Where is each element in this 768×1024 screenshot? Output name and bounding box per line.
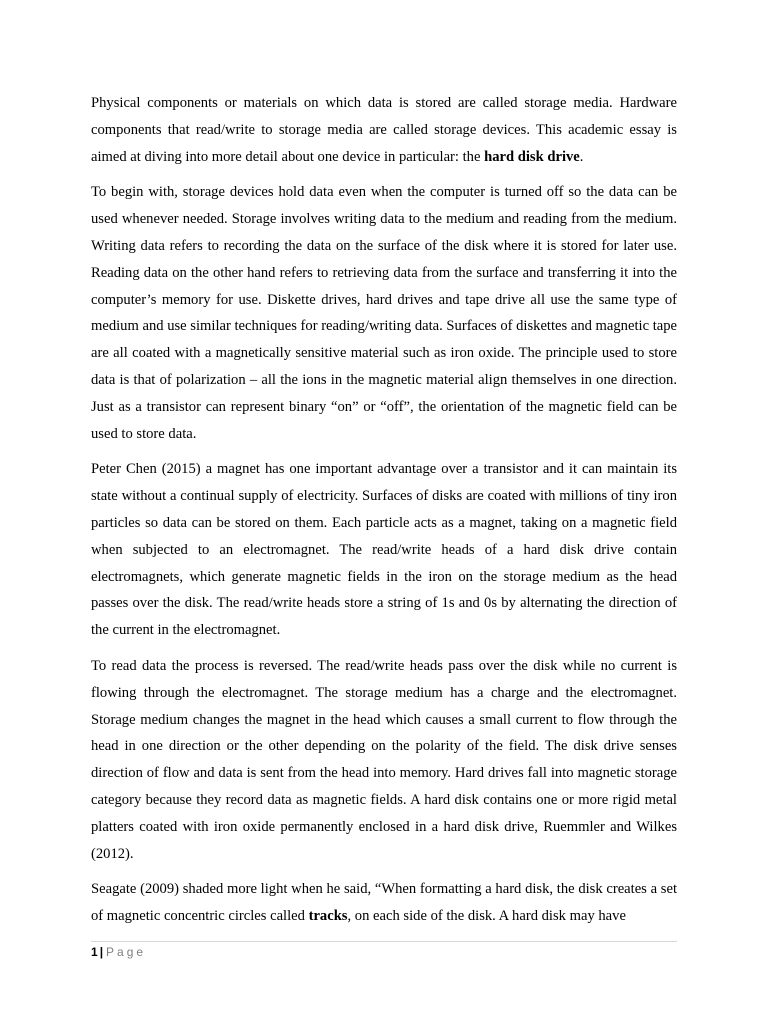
page-label: Page [106, 945, 147, 959]
document-body [91, 90, 677, 939]
term-hard-disk-drive: hard disk drive [484, 148, 580, 165]
paragraph-intro [91, 90, 677, 170]
paragraph-intro-lead: Physical components or materials on which data is stored are called storage media. Hardware components that read/write to storage media are called storage devices. This academic essay is aimed at diving into more detail about one device in particular: the [91, 95, 677, 165]
page-footer [91, 941, 677, 960]
paragraph-formatting [91, 876, 677, 930]
paragraph-intro-tail: . [579, 148, 584, 165]
footer-separator: | [99, 945, 104, 959]
paragraph-magnet-advantage: Peter Chen (2015) a magnet has one important advantage over a transistor and it can maintain its state without a continual supply of electricity. Surfaces of disks are coated with millions of tiny iron particles so data can be stored on them. Each particle acts as a magnet, taking on a magnetic field when subjected to an electromagnet. The read/write heads of a hard disk drive contain electromagnets, which generate magnetic fields in the iron on the storage medium as the head passes over the disk. The read/write heads store a string of 1s and 0s by alternating the direction of the current in the electromagnet. [91, 461, 677, 639]
paragraph-reading-data: To read data the process is reversed. The read/write heads pass over the disk while no current is flowing through the electromagnet. The storage medium has a charge and the electromagnet. Storage medium changes the magnet in the head which causes a small current to flow through the head in one direction or the other depending on the polarity of the field. The disk drive senses direction of flow and data is sent from the head into memory. Hard drives fall into magnetic storage category because they record data as magnetic fields. A hard disk contains one or more rigid metal platters coated with iron oxide permanently enclosed in a hard disk drive, Ruemmler and Wilkes (2012). [91, 657, 677, 862]
term-tracks: tracks [308, 908, 348, 925]
paragraph-formatting-tail: , on each side of the disk. A hard disk may have [347, 908, 626, 925]
paragraph-formatting-lead: Seagate (2009) shaded more light when he said, “When formatting a hard disk, the disk creates a set of magnetic concentric circles called [91, 881, 677, 925]
page-number: 1 [91, 945, 98, 959]
paragraph-storage-devices: To begin with, storage devices hold data even when the computer is turned off so the data can be used whenever needed. Storage involves writing data to the medium and reading from the medium. Writing data refers to recording the data on the surface of the disk where it is stored for later use. Reading data on the other hand refers to retrieving data from the surface and transferring it into the computer’s memory for use. Diskette drives, hard drives and tape drive all use the same type of medium and use similar techniques for reading/writing data. Surfaces of diskettes and magnetic tape are all coated with a magnetically sensitive material such as iron oxide. The principle used to store data is that of polarization – all the ions in the magnetic material align themselves in one direction. Just as a transistor can represent binary “on” or “off”, the orientation of the magnetic field can be used to store data. [91, 184, 678, 442]
